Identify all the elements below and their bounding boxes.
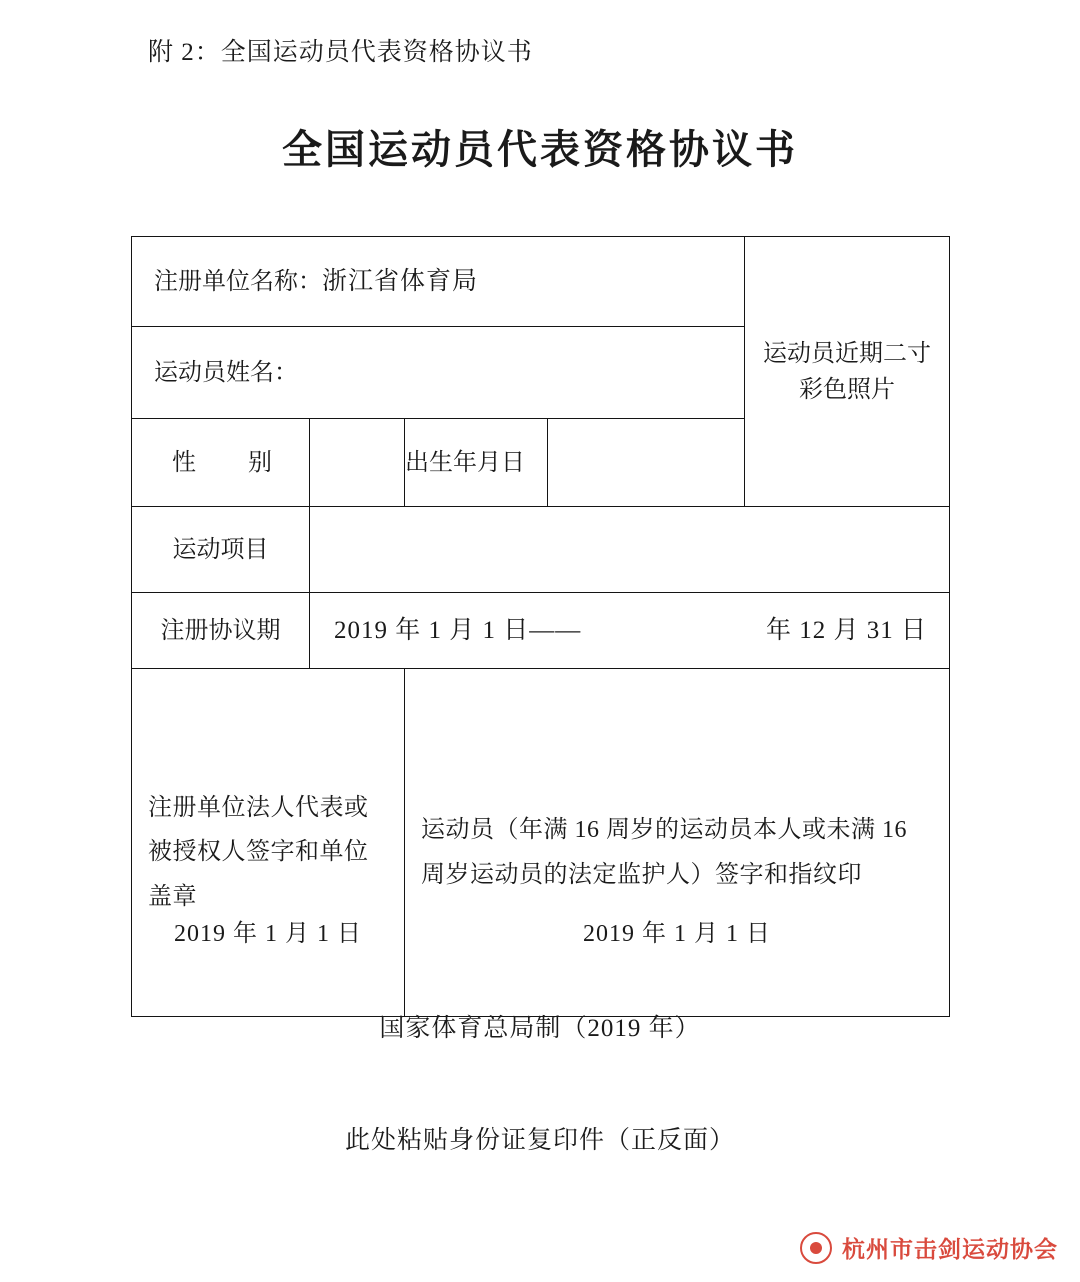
birthdate-value-cell	[548, 419, 745, 507]
period-start: 2019 年 1 月 1 日——	[334, 616, 582, 644]
table-row	[132, 237, 950, 327]
gender-label: 性 别	[172, 449, 286, 476]
signature-athlete-text: 运动员（年满 16 周岁的运动员本人或未满 16 周岁运动员的法定监护人）签字和指纹印	[421, 817, 907, 888]
athlete-name-cell	[132, 327, 745, 419]
signature-athlete-date: 2019 年 1 月 1 日	[583, 921, 771, 947]
issuer-note: 国家体育总局制（2019 年）	[379, 1015, 701, 1042]
period-value-cell	[310, 593, 950, 669]
page-title: 全国运动员代表资格协议书	[282, 127, 798, 172]
table-row	[132, 669, 950, 1017]
unit-name-cell	[132, 237, 745, 327]
sport-value-cell	[310, 507, 950, 593]
signature-unit-date: 2019 年 1 月 1 日	[174, 921, 362, 947]
athlete-name-label: 运动员姓名：	[154, 359, 298, 386]
period-end: 年 12 月 31 日	[766, 616, 928, 644]
registration-form-table	[131, 236, 950, 1017]
sport-label-cell: 运动项目	[132, 507, 310, 593]
footer-watermark-text: 杭州市击剑运动协会	[842, 1237, 1058, 1262]
gender-label-cell	[132, 419, 310, 507]
association-logo-icon	[800, 1232, 832, 1264]
photo-placeholder-cell	[745, 237, 950, 507]
signature-unit-cell	[132, 669, 405, 1017]
signature-unit-text: 注册单位法人代表或被授权人签字和单位盖章	[148, 794, 369, 910]
period-label-cell: 注册协议期	[132, 593, 310, 669]
footer-watermark	[800, 1231, 1058, 1264]
attachment-label: 附 2：全国运动员代表资格协议书	[148, 39, 533, 66]
paste-id-note: 此处粘贴身份证复印件（正反面）	[344, 1127, 735, 1154]
signature-athlete-cell	[405, 669, 950, 1017]
table-row	[132, 593, 950, 669]
birthdate-label-cell: 出生年月日	[405, 419, 548, 507]
gender-value-cell	[310, 419, 405, 507]
unit-name-label: 注册单位名称：	[154, 268, 322, 295]
table-row	[132, 507, 950, 593]
unit-name-value: 浙江省体育局	[322, 267, 479, 295]
photo-line-2: 彩色照片	[799, 376, 896, 403]
photo-line-1: 运动员近期二寸	[763, 340, 932, 367]
